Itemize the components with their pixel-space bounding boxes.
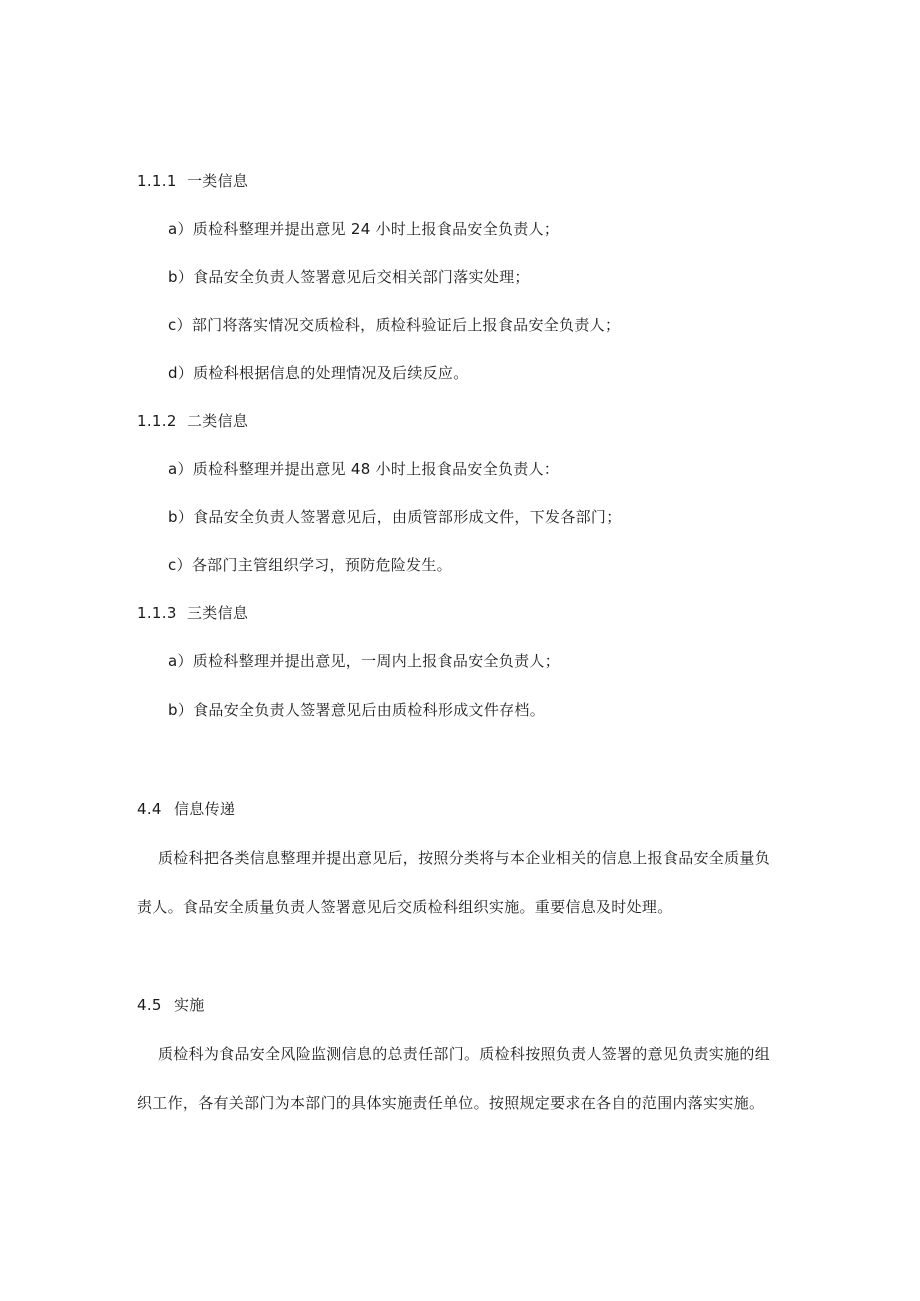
paragraph-line: 质检科为食品安全风险监测信息的总责任部门。质检科按照负责人签署的意见负责实施的组 <box>158 1045 771 1063</box>
heading-title: 一类信息 <box>187 172 249 190</box>
heading-1-1-2 <box>137 411 248 431</box>
heading-4-5 <box>137 995 205 1015</box>
list-item: a）质检科整理并提出意见 48 小时上报食品安全负责人： <box>168 460 560 478</box>
list-item: c）各部门主管组织学习，预防危险发生。 <box>168 556 452 574</box>
paragraph-line: 织工作，各有关部门为本部门的具体实施责任单位。按照规定要求在各自的范围内落实实施。 <box>137 1094 765 1112</box>
heading-title: 三类信息 <box>187 604 249 622</box>
heading-title: 二类信息 <box>187 412 249 430</box>
paragraph-line: 质检科把各类信息整理并提出意见后，按照分类将与本企业相关的信息上报食品安全质量负 <box>158 849 771 867</box>
heading-title: 实施 <box>174 996 205 1014</box>
list-item: b）食品安全负责人签署意见后，由质管部形成文件，下发各部门； <box>168 508 622 526</box>
heading-title: 信息传递 <box>174 800 236 818</box>
list-item: b）食品安全负责人签署意见后交相关部门落实处理； <box>168 268 530 286</box>
heading-number: 1.1.1 <box>137 172 177 190</box>
heading-1-1-1 <box>137 171 248 191</box>
list-item: d）质检科根据信息的处理情况及后续反应。 <box>168 364 469 382</box>
heading-number: 1.1.2 <box>137 412 177 430</box>
heading-4-4 <box>137 799 235 819</box>
list-item: c）部门将落实情况交质检科，质检科验证后上报食品安全负责人； <box>168 316 621 334</box>
paragraph-line: 责人。食品安全质量负责人签署意见后交质检科组织实施。重要信息及时处理。 <box>137 898 673 916</box>
heading-number: 1.1.3 <box>137 604 177 622</box>
list-item: b）食品安全负责人签署意见后由质检科形成文件存档。 <box>168 701 546 719</box>
heading-number: 4.5 <box>137 996 162 1014</box>
heading-1-1-3 <box>137 603 248 623</box>
list-item: a）质检科整理并提出意见，一周内上报食品安全负责人； <box>168 652 560 670</box>
list-item: a）质检科整理并提出意见 24 小时上报食品安全负责人； <box>168 220 560 238</box>
heading-number: 4.4 <box>137 800 162 818</box>
